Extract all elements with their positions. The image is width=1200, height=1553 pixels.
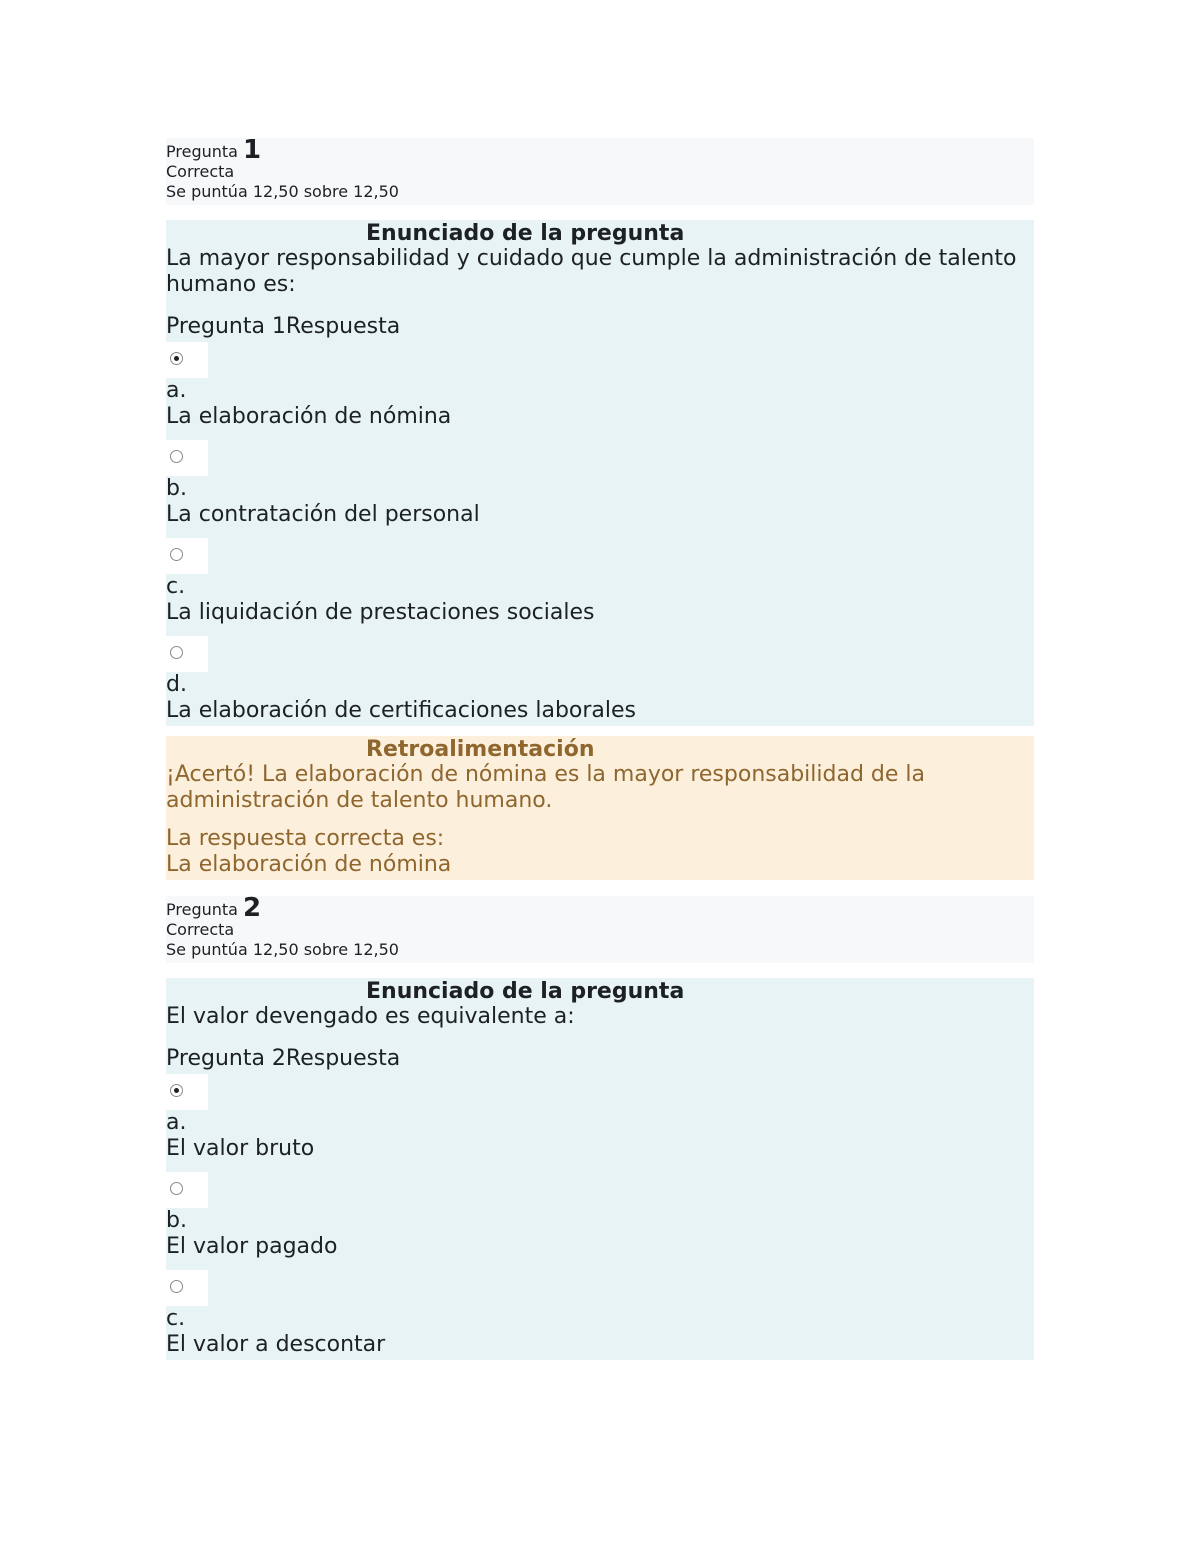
radio-container[interactable] <box>166 342 208 378</box>
answer-title: Pregunta 2Respuesta <box>166 1046 401 1071</box>
formulation-header: Enunciado de la pregunta <box>366 979 685 1004</box>
question-label: Pregunta <box>166 900 238 919</box>
answer-option-b[interactable] <box>166 440 1034 528</box>
option-text[interactable]: La liquidación de prestaciones sociales <box>166 600 595 625</box>
question-grade: Se puntúa 12,50 sobre 12,50 <box>166 182 399 201</box>
radio-container[interactable] <box>166 636 208 672</box>
question-text: El valor devengado es equivalente a: <box>166 1004 575 1029</box>
formulation-header: Enunciado de la pregunta <box>366 221 685 246</box>
right-answer-label: La respuesta correcta es: <box>166 826 445 851</box>
answer-option-d[interactable] <box>166 636 1034 724</box>
question-formulation <box>166 220 1034 726</box>
radio-container[interactable] <box>166 1172 208 1208</box>
radio-unchecked-icon[interactable] <box>170 1182 183 1195</box>
option-letter: a. <box>166 1110 187 1135</box>
question-grade: Se puntúa 12,50 sobre 12,50 <box>166 940 399 959</box>
radio-checked-icon[interactable] <box>170 352 183 365</box>
radio-container[interactable] <box>166 538 208 574</box>
option-letter: c. <box>166 1306 186 1331</box>
question-number <box>166 135 1034 165</box>
question-text: La mayor responsabilidad y cuidado que cumple la administración de talento humano es: <box>166 246 1017 297</box>
question-formulation <box>166 978 1034 1360</box>
radio-unchecked-icon[interactable] <box>170 450 183 463</box>
question-feedback <box>166 736 1034 880</box>
answer-option-c[interactable] <box>166 538 1034 626</box>
radio-container[interactable] <box>166 1270 208 1306</box>
feedback-header: Retroalimentación <box>366 737 595 762</box>
option-letter: c. <box>166 574 186 599</box>
answer-option-a[interactable] <box>166 342 1034 430</box>
radio-checked-icon[interactable] <box>170 1084 183 1097</box>
option-text[interactable]: El valor pagado <box>166 1234 338 1259</box>
radio-container[interactable] <box>166 1074 208 1110</box>
answer-option-a[interactable] <box>166 1074 1034 1162</box>
answer-title: Pregunta 1Respuesta <box>166 314 401 339</box>
quiz-review-page <box>166 135 1034 1360</box>
question-number-value: 2 <box>243 893 262 923</box>
option-text[interactable]: La contratación del personal <box>166 502 480 527</box>
question-number-value: 1 <box>243 135 262 165</box>
question-number <box>166 893 1034 923</box>
option-text[interactable]: El valor a descontar <box>166 1332 386 1357</box>
option-text[interactable]: La elaboración de nómina <box>166 404 452 429</box>
question-1 <box>166 135 1034 880</box>
question-info <box>166 135 1034 205</box>
option-letter: b. <box>166 1208 187 1233</box>
option-letter: b. <box>166 476 187 501</box>
question-info <box>166 893 1034 963</box>
option-text[interactable]: El valor bruto <box>166 1136 315 1161</box>
right-answer: La elaboración de nómina <box>166 852 452 877</box>
radio-unchecked-icon[interactable] <box>170 646 183 659</box>
option-text[interactable]: La elaboración de certificaciones laborales <box>166 698 637 723</box>
question-state: Correcta <box>166 920 235 939</box>
question-label: Pregunta <box>166 142 238 161</box>
option-letter: d. <box>166 672 187 697</box>
answer-option-b[interactable] <box>166 1172 1034 1260</box>
radio-unchecked-icon[interactable] <box>170 1280 183 1293</box>
question-2 <box>166 893 1034 1360</box>
radio-unchecked-icon[interactable] <box>170 548 183 561</box>
option-letter: a. <box>166 378 187 403</box>
radio-container[interactable] <box>166 440 208 476</box>
question-state: Correcta <box>166 162 235 181</box>
feedback-text: ¡Acertó! La elaboración de nómina es la mayor responsabilidad de la administración de talento humano. <box>166 762 925 813</box>
answer-option-c[interactable] <box>166 1270 1034 1358</box>
